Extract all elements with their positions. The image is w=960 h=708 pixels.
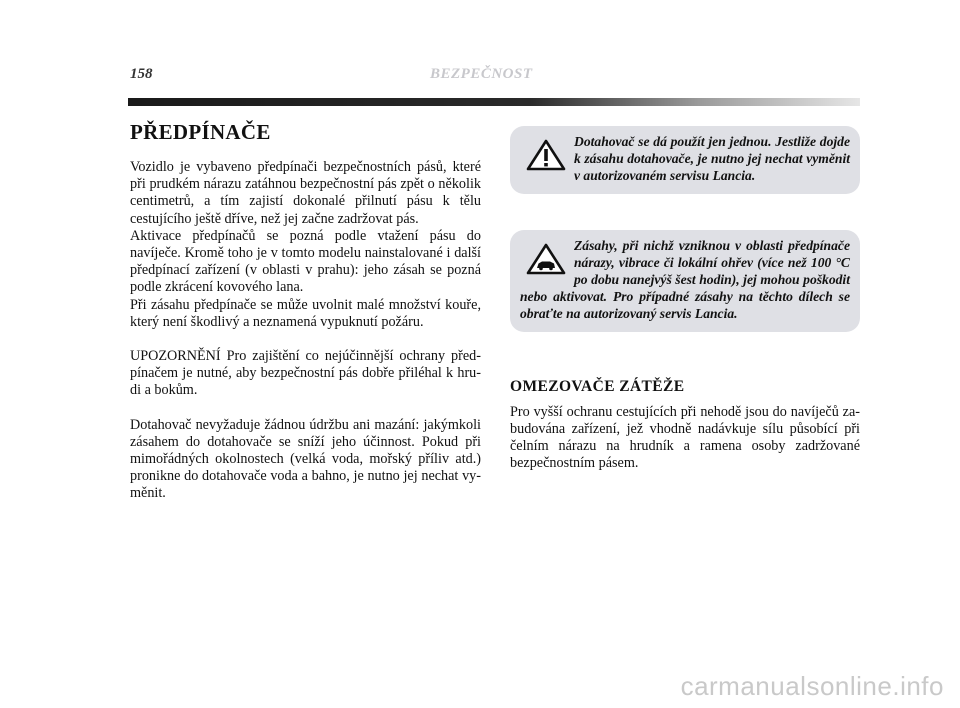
right-column: [510, 126, 860, 472]
subsection-title: OMEZOVAČE ZÁTĚŽE: [510, 377, 685, 395]
section-header: BEZPEČNOST: [430, 66, 533, 82]
warning-paragraph: UPOZORNĚNÍ Pro zajištění co nejúčinnější ochrany předpínačem je nutné, aby bezpečnostní pás dobře přiléhal k hrudi a bokům.: [130, 348, 481, 399]
watermark: carmanualsonline.info: [680, 671, 944, 701]
warning-text: Zásahy, při nichž vzniknou v oblasti předpínače nárazy, vibrace či lokální ohřev (více než 100 °C po dobu nanejvýš šest hodin), jej mohou poškodit nebo aktivovat. Pro případné zásahy na těchto dílech se obraťte na autorizovaný servis Lancia.: [520, 237, 850, 322]
warning-text: Dotahovač se dá použít jen jednou. Jestliže dojde k zásahu dotahovače, je nutno jej nechat vyměnit v autorizovaném servisu Lancia.: [574, 134, 850, 184]
left-column: [130, 120, 481, 503]
header-rule: [128, 98, 860, 106]
paragraph: Pro vyšší ochranu cestujících při nehodě jsou do navíječů zabudována zařízení, jež vhodně nadávkuje sílu působící při čelním nárazu na hrudník a ramena osoby zadržované bezpečnostním pásem.: [510, 403, 860, 472]
page-number: 158: [130, 66, 153, 82]
warning-box: [510, 126, 860, 194]
paragraph: Vozidlo je vybaveno předpínači bezpečnostních pásů, které při prudkém nárazu zatáhnou bezpečnostní pás zpět o několik centimetrů, a tím zajistí dokonalé přilnutí pásu k tělu cestujícího ještě dříve, než jej začne zadržovat pás.: [130, 159, 481, 227]
warning-exclamation-icon: [526, 139, 566, 171]
section-title: PŘEDPÍNAČE: [130, 120, 271, 144]
warning-box: [510, 230, 860, 332]
warning-car-icon: [526, 243, 566, 275]
paragraph: Při zásahu předpínače se může uvolnit malé množství kouře, který není škodlivý a neznamená vypuknutí požáru.: [130, 296, 481, 330]
paragraph: Aktivace předpínačů se pozná podle vtažení pásu do navíječe. Kromě toho je v tomto modelu nainstalované i další předpínací zařízení (v oblasti v prahu): jeho zásah se pozná podle zkrácení kovového lana.: [130, 227, 481, 296]
paragraph: Dotahovač nevyžaduje žádnou údržbu ani mazání: jakýmkoli zásahem do dotahovače se sníží jeho účinnost. Pokud při mimořádných okolnostech (velká voda, mořský příliv atd.) pronikne do dotahovače voda a bahno, je nutno jej nechat vyměnit.: [130, 416, 481, 502]
